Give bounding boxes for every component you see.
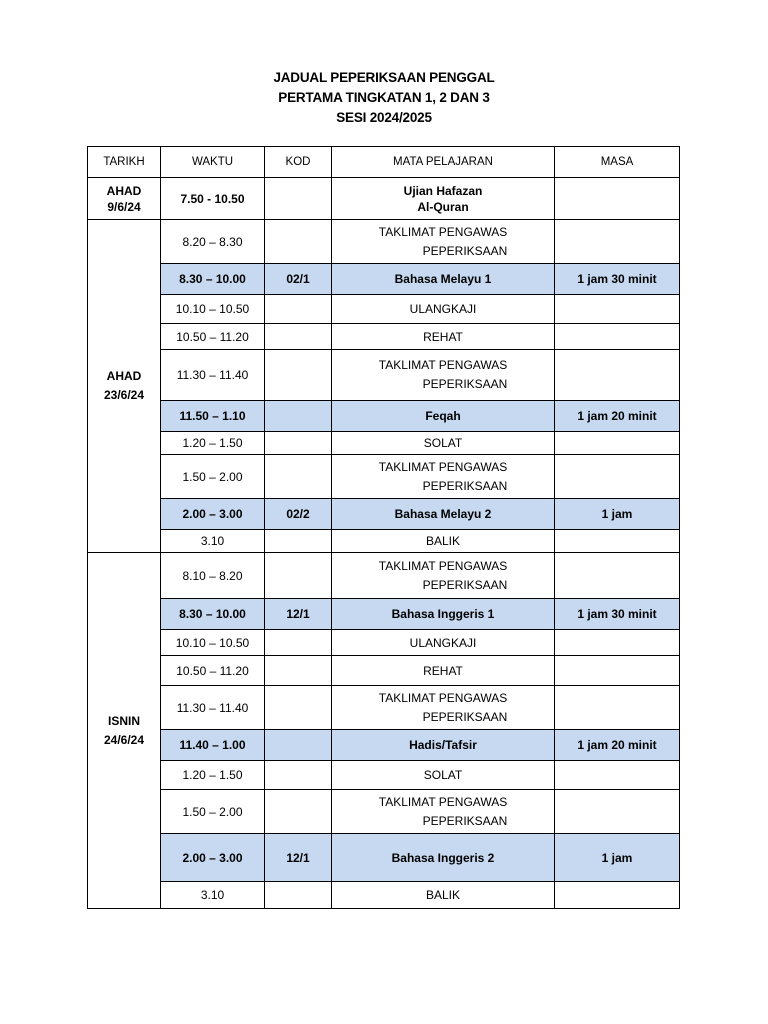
code-cell bbox=[265, 730, 332, 761]
date-day: ISNIN bbox=[107, 713, 140, 728]
duration-cell bbox=[555, 761, 680, 790]
subject-cell bbox=[332, 686, 555, 730]
time-cell: 11.50 – 1.10 bbox=[161, 401, 265, 432]
table-row bbox=[88, 220, 680, 264]
time-cell: 1.50 – 2.00 bbox=[161, 790, 265, 834]
duration-cell: 1 jam 30 minit bbox=[555, 599, 680, 630]
table-row bbox=[88, 834, 680, 882]
title-line-2: PERTAMA TINGKATAN 1, 2 DAN 3 bbox=[278, 90, 490, 105]
subject-cell bbox=[332, 790, 555, 834]
time-cell: 8.20 – 8.30 bbox=[161, 220, 265, 264]
subject-line-2: PEPERIKSAAN bbox=[422, 243, 508, 258]
date-cell bbox=[88, 220, 161, 553]
date-value: 9/6/24 bbox=[107, 199, 141, 214]
subject-line-1: TAKLIMAT PENGAWAS bbox=[378, 558, 508, 573]
date-value: 23/6/24 bbox=[103, 388, 145, 402]
schedule-body bbox=[88, 178, 680, 909]
code-cell: 12/1 bbox=[265, 599, 332, 630]
table-row bbox=[88, 686, 680, 730]
table-row bbox=[88, 432, 680, 455]
code-cell: 02/2 bbox=[265, 499, 332, 530]
date-day: AHAD bbox=[106, 183, 142, 198]
subject-cell: Bahasa Inggeris 1 bbox=[332, 599, 555, 630]
subject-cell: Bahasa Melayu 2 bbox=[332, 499, 555, 530]
date-day: AHAD bbox=[106, 369, 142, 383]
code-cell bbox=[265, 790, 332, 834]
subject-cell bbox=[332, 178, 555, 220]
title-line-1: JADUAL PEPERIKSAAN PENGGAL bbox=[273, 70, 495, 85]
duration-cell bbox=[555, 630, 680, 656]
header-row bbox=[88, 147, 680, 178]
subject-cell: REHAT bbox=[332, 324, 555, 350]
code-cell: 02/1 bbox=[265, 264, 332, 295]
table-row bbox=[88, 599, 680, 630]
date-cell bbox=[88, 178, 161, 220]
code-cell bbox=[265, 656, 332, 686]
code-cell bbox=[265, 324, 332, 350]
table-row bbox=[88, 350, 680, 401]
table-row bbox=[88, 553, 680, 599]
duration-cell bbox=[555, 455, 680, 499]
table-row bbox=[88, 656, 680, 686]
table-row bbox=[88, 730, 680, 761]
subject-cell: BALIK bbox=[332, 882, 555, 909]
time-cell: 10.10 – 10.50 bbox=[161, 630, 265, 656]
duration-cell: 1 jam bbox=[555, 834, 680, 882]
duration-cell bbox=[555, 324, 680, 350]
header-kod: KOD bbox=[265, 147, 332, 178]
code-cell bbox=[265, 455, 332, 499]
subject-cell bbox=[332, 455, 555, 499]
time-cell: 11.40 – 1.00 bbox=[161, 730, 265, 761]
table-row bbox=[88, 499, 680, 530]
table-row bbox=[88, 178, 680, 220]
subject-cell bbox=[332, 220, 555, 264]
subject-line-2: PEPERIKSAAN bbox=[422, 478, 508, 493]
subject-cell bbox=[332, 553, 555, 599]
subject-cell: SOLAT bbox=[332, 432, 555, 455]
duration-cell bbox=[555, 790, 680, 834]
duration-cell: 1 jam 20 minit bbox=[555, 401, 680, 432]
duration-cell bbox=[555, 350, 680, 401]
subject-cell: Bahasa Inggeris 2 bbox=[332, 834, 555, 882]
subject-line-2: PEPERIKSAAN bbox=[422, 577, 508, 592]
time-cell: 11.30 – 11.40 bbox=[161, 350, 265, 401]
subject-cell: ULANGKAJI bbox=[332, 630, 555, 656]
time-cell: 2.00 – 3.00 bbox=[161, 834, 265, 882]
duration-cell: 1 jam 30 minit bbox=[555, 264, 680, 295]
table-row bbox=[88, 530, 680, 553]
subject-line-2: PEPERIKSAAN bbox=[422, 709, 508, 724]
document-title bbox=[0, 68, 768, 128]
code-cell bbox=[265, 350, 332, 401]
time-cell: 3.10 bbox=[161, 530, 265, 553]
table-row bbox=[88, 455, 680, 499]
duration-cell bbox=[555, 553, 680, 599]
time-cell: 11.30 – 11.40 bbox=[161, 686, 265, 730]
code-cell bbox=[265, 401, 332, 432]
code-cell bbox=[265, 630, 332, 656]
code-cell bbox=[265, 761, 332, 790]
date-cell bbox=[88, 553, 161, 909]
subject-cell: REHAT bbox=[332, 656, 555, 686]
header-waktu: WAKTU bbox=[161, 147, 265, 178]
time-cell: 2.00 – 3.00 bbox=[161, 499, 265, 530]
subject-line-2: Al-Quran bbox=[417, 199, 469, 214]
table-row bbox=[88, 295, 680, 324]
time-cell: 8.30 – 10.00 bbox=[161, 264, 265, 295]
duration-cell bbox=[555, 178, 680, 220]
header-mata-pelajaran: MATA PELAJARAN bbox=[332, 147, 555, 178]
code-cell bbox=[265, 178, 332, 220]
subject-cell: Bahasa Melayu 1 bbox=[332, 264, 555, 295]
time-cell: 10.50 – 11.20 bbox=[161, 324, 265, 350]
table-row bbox=[88, 630, 680, 656]
time-cell: 8.30 – 10.00 bbox=[161, 599, 265, 630]
duration-cell bbox=[555, 656, 680, 686]
subject-cell: ULANGKAJI bbox=[332, 295, 555, 324]
subject-line-1: TAKLIMAT PENGAWAS bbox=[378, 794, 508, 809]
code-cell bbox=[265, 432, 332, 455]
subject-line-1: Ujian Hafazan bbox=[403, 183, 483, 198]
table-row bbox=[88, 761, 680, 790]
time-cell: 8.10 – 8.20 bbox=[161, 553, 265, 599]
subject-line-2: PEPERIKSAAN bbox=[422, 377, 508, 391]
header-tarikh: TARIKH bbox=[88, 147, 161, 178]
subject-line-1: TAKLIMAT PENGAWAS bbox=[378, 358, 508, 372]
time-cell: 1.50 – 2.00 bbox=[161, 455, 265, 499]
duration-cell bbox=[555, 432, 680, 455]
code-cell bbox=[265, 553, 332, 599]
code-cell bbox=[265, 530, 332, 553]
subject-line-2: PEPERIKSAAN bbox=[422, 813, 508, 828]
subject-cell bbox=[332, 350, 555, 401]
subject-line-1: TAKLIMAT PENGAWAS bbox=[378, 224, 508, 239]
table-row bbox=[88, 324, 680, 350]
duration-cell bbox=[555, 220, 680, 264]
table-row bbox=[88, 790, 680, 834]
title-line-3: SESI 2024/2025 bbox=[336, 110, 432, 125]
duration-cell: 1 jam 20 minit bbox=[555, 730, 680, 761]
header-masa: MASA bbox=[555, 147, 680, 178]
date-value: 24/6/24 bbox=[103, 732, 145, 747]
time-cell: 10.50 – 11.20 bbox=[161, 656, 265, 686]
subject-line-1: TAKLIMAT PENGAWAS bbox=[378, 690, 508, 705]
time-cell: 1.20 – 1.50 bbox=[161, 432, 265, 455]
subject-cell: Feqah bbox=[332, 401, 555, 432]
time-cell: 7.50 - 10.50 bbox=[161, 178, 265, 220]
subject-cell: BALIK bbox=[332, 530, 555, 553]
code-cell bbox=[265, 220, 332, 264]
subject-cell: SOLAT bbox=[332, 761, 555, 790]
subject-line-1: TAKLIMAT PENGAWAS bbox=[378, 459, 508, 474]
duration-cell bbox=[555, 530, 680, 553]
code-cell bbox=[265, 295, 332, 324]
duration-cell bbox=[555, 686, 680, 730]
subject-cell: Hadis/Tafsir bbox=[332, 730, 555, 761]
code-cell: 12/1 bbox=[265, 834, 332, 882]
code-cell bbox=[265, 686, 332, 730]
time-cell: 1.20 – 1.50 bbox=[161, 761, 265, 790]
table-row bbox=[88, 264, 680, 295]
duration-cell bbox=[555, 882, 680, 909]
time-cell: 10.10 – 10.50 bbox=[161, 295, 265, 324]
time-cell: 3.10 bbox=[161, 882, 265, 909]
exam-schedule-table bbox=[87, 146, 680, 909]
duration-cell bbox=[555, 295, 680, 324]
table-row bbox=[88, 882, 680, 909]
code-cell bbox=[265, 882, 332, 909]
duration-cell: 1 jam bbox=[555, 499, 680, 530]
table-row bbox=[88, 401, 680, 432]
